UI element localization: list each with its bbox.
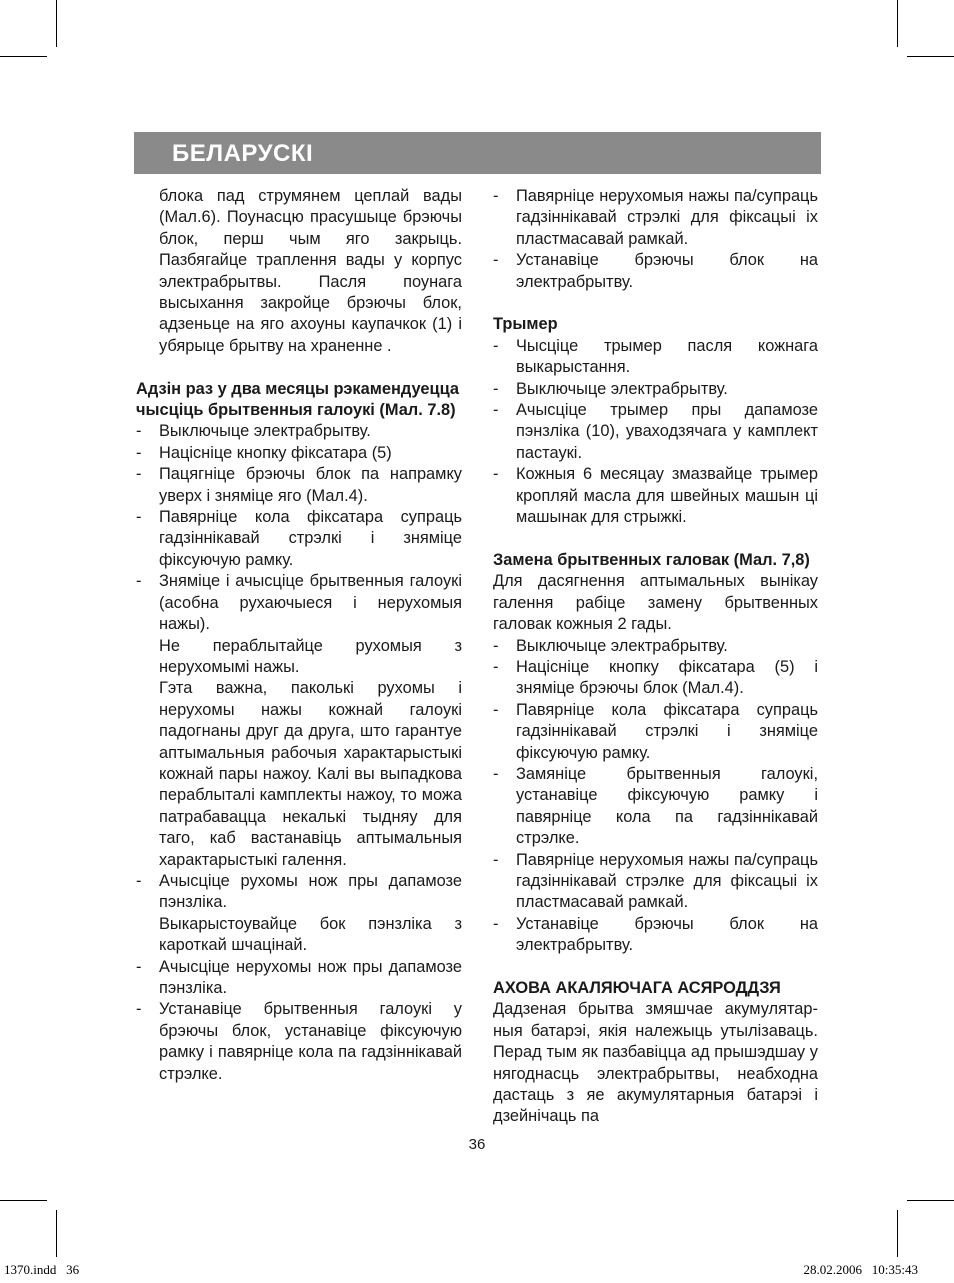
environment-paragraph: Дадзеная брытва змяшчае акумулятар-ныя батарэі, якія належыць утылізаваць. Перад тым як пазбавіцца ад прышэдшау у нягоднасць электрабрытвы, неабходна дастаць з яе акумулятарныя батарэі і дзейнічаць па <box>493 1000 818 1126</box>
list-item: - Павярніце кола фіксатара супраць гадзіннікавай стрэлкі і зняміце фіксуючую рамку. <box>136 507 462 571</box>
list-item: - Кожныя 6 месяцау змазвайце трымер кропляй масла для швейных машын ці машынак для стрыжкі. <box>493 464 818 528</box>
crop-mark-bottom-left-v <box>56 1210 57 1257</box>
list-item: - Ачысціце нерухомы нож пры дапамозе пэнзліка. <box>136 957 462 1000</box>
list-item: - Павярніце нерухомыя нажы па/супраць гадзіннікавай стрэлке для фіксацыі іх пластмасавай рамкай. <box>493 850 818 914</box>
right-column <box>493 186 818 1128</box>
crop-mark-bottom-right-v <box>897 1210 898 1257</box>
page-number: 36 <box>468 1136 486 1153</box>
list-item: - Зняміце і ачысціце брытвенныя галоукі (асобна рухаючыеся і нерухомыя нажы). Не пераблытайце рухомыя з нерухомымі нажы. Гэта важна, паколькі рухомы і нерухомы нажы кожнай галоукі падогнаны друг да друга, што гарантуе аптымальныя рабочыя характарыстыкі кожнай пары нажоу. Калі вы выпадкова пераблыталі камплекты нажоу, то можа патрабавацца некалькі тыдняу для таго, каб вастанавіць аптымальныя характарыстыкі галення. <box>136 571 462 871</box>
crop-mark-bottom-left-h <box>0 1200 47 1201</box>
list-item-note: Выкарыстоувайце бок пэнзліка з кароткай шчацінай. <box>159 914 462 955</box>
list-item: - Выключыце электрабрытву. <box>493 379 818 400</box>
crop-mark-bottom-right-h <box>907 1200 954 1201</box>
list-item: - Павярніце нерухомыя нажы па/супраць гадзіннікавай стрэлкі для фіксацыі іх пластмасавай рамкай. <box>493 186 818 250</box>
list-item: - Ачысціце рухомы нож пры дапамозе пэнзліка. Выкарыстоувайце бок пэнзліка з кароткай шчацінай. <box>136 871 462 957</box>
list-item: - Устанавіце брэючы блок на электрабрытву. <box>493 250 818 293</box>
trimmer-heading: Трымер <box>493 315 558 334</box>
list-item: - Ачысціце трымер пры дапамозе пэнзліка (10), уваходзячага у камплект пастаукі. <box>493 400 818 464</box>
list-item: - Чысціце трымер пасля кожнага выкарыстання. <box>493 336 818 379</box>
replacement-steps-list <box>493 636 818 957</box>
list-item: - Выключыце электрабрытву. <box>136 421 462 442</box>
cleaning-steps-list <box>136 421 462 1085</box>
crop-mark-top-left-v <box>56 0 57 47</box>
left-column <box>136 186 462 1085</box>
print-slug-filename: 1370.indd 36 <box>4 1262 80 1277</box>
list-item: - Націсніце кнопку фіксатара (5) і зняміце брэючы блок (Мал.4). <box>493 657 818 700</box>
crop-mark-top-right-h <box>907 56 954 57</box>
crop-mark-top-right-v <box>897 0 898 47</box>
list-item: - Павярніце кола фіксатара супраць гадзіннікавай стрэлкі і зняміце фіксуючую рамку. <box>493 700 818 764</box>
list-item: - Выключыце электрабрытву. <box>493 636 818 657</box>
intro-paragraph: блока пад струмянем цеплай вады (Мал.6). Поунасцю прасушыце брэючы блок, перш чым яго закрыць. Пазбягайце траплення вады у корпус электрабрытвы. Пасля поунага высыхання закройце брэючы блок, адзеньце на яго ахоуны каупачкок (1) і убярыце брытву на храненне . <box>159 187 462 355</box>
section-title: БЕЛАРУСКІ <box>172 140 314 167</box>
list-item: - Націсніце кнопку фіксатара (5) <box>136 443 462 464</box>
list-item: - Устанавіце брэючы блок на электрабрытву. <box>493 914 818 957</box>
section-header-bar <box>134 132 821 174</box>
list-item: - Пацягніце брэючы блок па напрамку уверх і зняміце яго (Мал.4). <box>136 464 462 507</box>
list-item-note: Не пераблытайце рухомыя з нерухомымі нажы. <box>159 636 462 676</box>
replacement-intro: Для дасягнення аптымальных вынікау галення рабіце замену брытвенных галовак кожныя 2 гады. <box>493 572 818 634</box>
list-item: - Замяніце брытвенныя галоукі, устанавіце фіксуючую рамку і павярніце кола па гадзіннікавай стрэлке. <box>493 764 818 850</box>
environment-heading: АХОВА АКАЛЯЮЧАГА АСЯРОДДЗЯ <box>493 978 781 997</box>
list-item: - Устанавіце брытвенныя галоукі у брэючы блок, устанавіце фіксуючую рамку і павярніце кола па гадзіннікавай стрэлке. <box>136 999 462 1085</box>
replacement-heading: Замена брытвенных галовак (Мал. 7,8) <box>493 550 810 569</box>
cleaning-heading: Адзін раз у два месяцы рэкамендуецца чысціць брытвенныя галоукі (Мал. 7.8) <box>136 379 459 420</box>
continued-steps-list <box>493 186 818 293</box>
list-item-note: Гэта важна, паколькі рухомы і нерухомы нажы кожнай галоукі падогнаны друг да друга, што гарантуе аптымальныя рабочыя характарыстыкі кожнай пары нажоу. Калі вы выпадкова пераблыталі камплекты нажоу, то можа патрабавацца некалькі тыдняу для таго, каб вастанавіць аптымальныя характарыстыкі галення. <box>159 679 462 869</box>
trimmer-steps-list <box>493 336 818 529</box>
print-slug-timestamp: 28.02.2006 10:35:43 <box>803 1262 918 1277</box>
crop-mark-top-left-h <box>0 56 47 57</box>
